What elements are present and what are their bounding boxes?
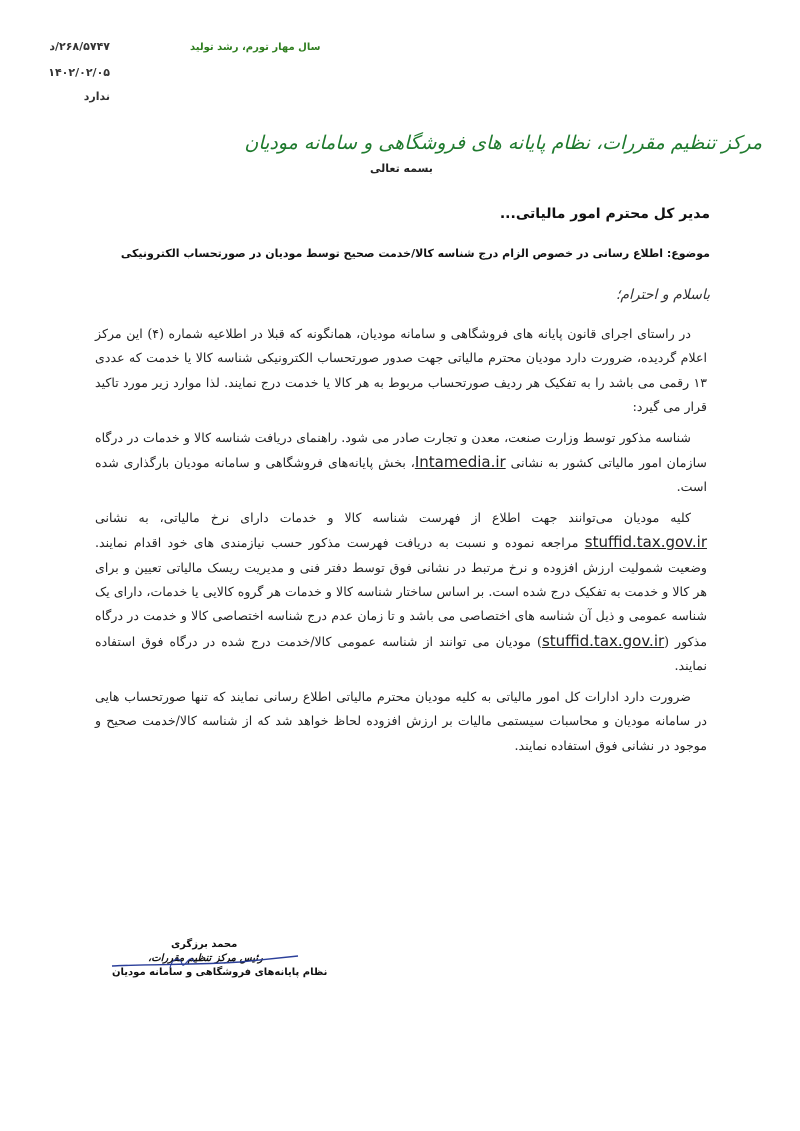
letter-date: ۱۴۰۲/۰۲/۰۵ — [48, 66, 110, 79]
paragraph-2-text-b: ، بخش پایانه‌های فروشگاهی و سامانه مودیان بارگذاری شده است. — [95, 455, 707, 495]
letter-body — [95, 322, 707, 764]
paragraph-3-text-c: ) مودیان می توانند از شناسه عمومی کالا/خدمت درج شده در درگاه فوق استفاده نمایند. — [95, 633, 707, 674]
year-slogan: سال مهار تورم، رشد تولید — [190, 42, 321, 53]
paragraph-3 — [95, 506, 707, 679]
attachment-status: ندارد — [83, 90, 110, 103]
bismillah: بسمه تعالی — [370, 162, 433, 175]
signatory-organization: نظام پایانه‌های فروشگاهی و سامانه مودیان — [112, 967, 328, 978]
signatory-title: رئیس مرکز تنظیم مقررات، — [148, 953, 263, 964]
paragraph-4: ضرورت دارد ادارات کل امور مالیاتی به کلیه مودیان محترم مالیاتی اطلاع رسانی نمایند که تنها صورتحساب هایی در سامانه مودیان و محاسبات سیستمی مالیات بر ارزش افزوده لحاظ خواهد شد که از شناسه کالا/خدمت صحیح و موجود در نشانی فوق استفاده نمایند. — [95, 688, 707, 753]
paragraph-3-text-a: کلیه مودیان می‌توانند جهت اطلاع از فهرست شناسه کالا و خدمات دارای نرخ مالیاتی، به نشانی — [95, 509, 691, 525]
signatory-name: محمد برزگری — [171, 939, 238, 950]
paragraph-1: در راستای اجرای قانون پایانه های فروشگاهی و سامانه مودیان، همانگونه که قبلا در اطلاعیه شماره (۴) این مرکز اعلام گردیده، ضرورت دارد مودیان محترم مالیاتی جهت صدور صورتحساب الکترونیکی شناسه کالا یا خدمت که عددی ۱۳ رقمی می باشد را به تفکیک هر ردیف صورتحساب مربوط به هر کالا یا خدمت درج نمایند. لذا موارد زیر مورد تاکید قرار می گیرد: — [95, 326, 707, 415]
stuffid-link-2[interactable]: stuffid.tax.gov.ir — [541, 631, 665, 650]
paragraph-3-text-b: مراجعه نموده و نسبت به دریافت فهرست مذکور حسب نیازمندی های خود اقدام نمایند. وضعیت شمولیت ارزش افزوده و نرخ مرتبط در نشانی فوق توسط دفتر فنی و مدیریت ریسک مالیاتی تعیین و برای هر کالا و خدمت به تفکیک درج شده است. بر اساس ساختار شناسه کالا و خدمات هر گروه کالایی یا خدمات، دارای یک شناسه عمومی و ذیل آن شناسه های اختصاصی می باشد و تا زمان عدم درج شناسه اختصاصی کالا و خدمت در درگاه مذکور ( — [95, 535, 707, 649]
greeting: باسلام و احترام؛ — [615, 287, 710, 303]
organization-title: مرکز تنظیم مقررات، نظام پایانه های فروشگاهی و سامانه مودیان — [244, 132, 762, 154]
letter-number: ۲۶۸/۵۷۴۷/د — [49, 40, 110, 53]
intamedia-link[interactable]: Intamedia.ir — [414, 453, 506, 472]
paragraph-2-text-a: شناسه مذکور توسط وزارت صنعت، معدن و تجارت صادر می شود. راهنمای دریافت شناسه کالا و خدمات در درگاه سازمان امور مالیاتی کشور به نشانی — [95, 429, 707, 471]
paragraph-2 — [95, 426, 707, 500]
recipient-line: مدیر کل محترم امور مالیاتی... — [499, 206, 710, 222]
handwritten-signature — [110, 944, 300, 974]
subject-line: موضوع: اطلاع رسانی در خصوص الزام درج شناسه کالا/خدمت صحیح توسط مودیان در صورتحساب الکترونیکی — [120, 247, 710, 260]
stuffid-link-1[interactable]: stuffid.tax.gov.ir — [584, 533, 707, 552]
